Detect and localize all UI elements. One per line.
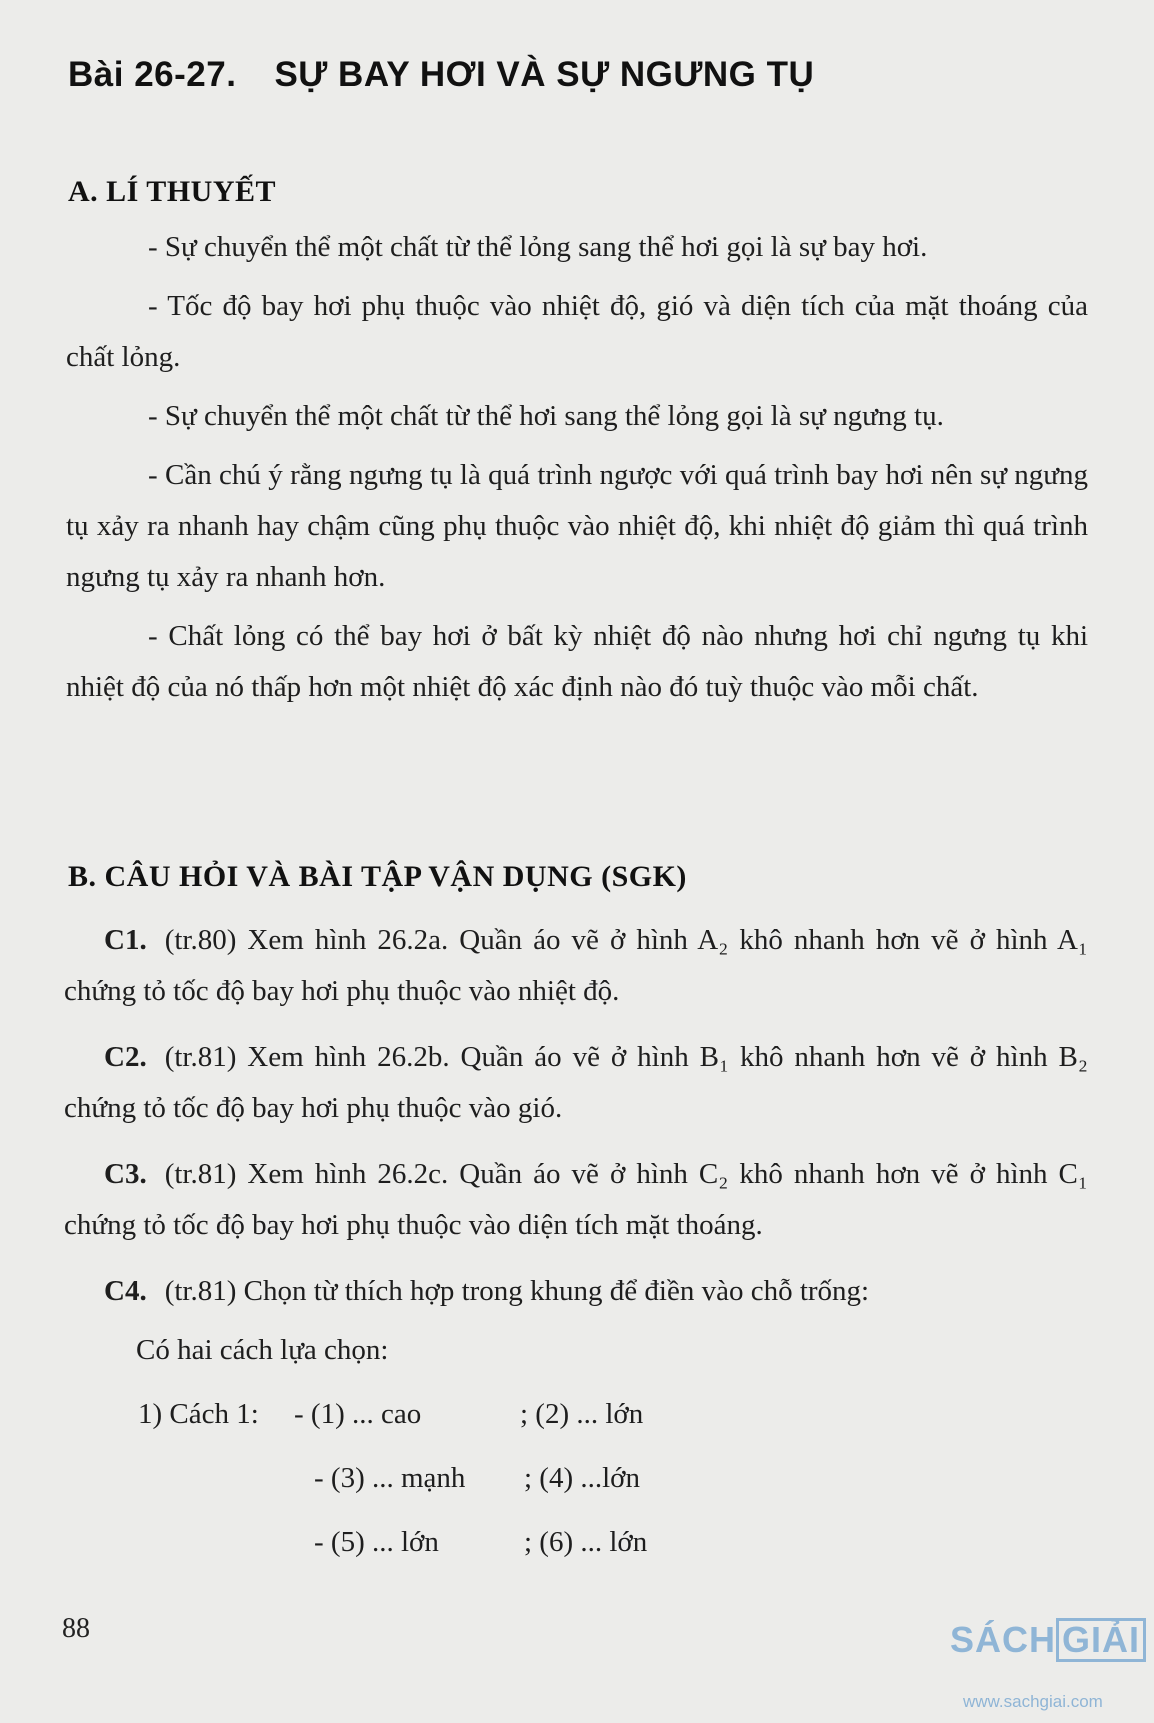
question-label: C3. [104,1158,147,1190]
lesson-title [68,55,814,95]
question-text: (tr.81) Xem hình 26.2c. Quần áo vẽ ở hình C₂ khô nhanh hơn vẽ ở hình C₁ chứng tỏ tốc độ bay hơi phụ thuộc vào diện tích mặt thoáng. [64,1158,1088,1241]
method-1-answer: ; (6) ... lớn [524,1526,648,1558]
theory-paragraph: - Tốc độ bay hơi phụ thuộc vào nhiệt độ, gió và diện tích của mặt thoáng của chất lỏng. [66,290,1088,373]
section-b-heading: B. CÂU HỎI VÀ BÀI TẬP VẬN DỤNG (SGK) [68,860,687,893]
theory-text [66,222,1088,713]
question-text: (tr.80) Xem hình 26.2a. Quần áo vẽ ở hình A₂ khô nhanh hơn vẽ ở hình A₁ chứng tỏ tốc độ bay hơi phụ thuộc vào nhiệt độ. [64,924,1088,1007]
question-c3 [64,1149,1088,1251]
section-a-heading: A. LÍ THUYẾT [68,175,277,208]
method-1-answer: ; (4) ...lớn [524,1462,641,1494]
question-label: C1. [104,924,147,956]
question-label: C4. [104,1275,147,1307]
question-text: (tr.81) Chọn từ thích hợp trong khung để điền vào chỗ trống: [164,1275,870,1307]
theory-paragraph: - Chất lỏng có thể bay hơi ở bất kỳ nhiệt độ nào nhưng hơi chỉ ngưng tụ khi nhiệt độ của nó thấp hơn một nhiệt độ xác định nào đó tuỳ thuộc vào mỗi chất. [66,620,1088,703]
theory-paragraph: - Sự chuyển thể một chất từ thể lỏng sang thể hơi gọi là sự bay hơi. [148,231,928,263]
watermark-brand-box: GIẢI [1056,1618,1146,1662]
theory-paragraph: - Cần chú ý rằng ngưng tụ là quá trình ngược với quá trình bay hơi nên sự ngưng tụ xảy ra nhanh hay chậm cũng phụ thuộc vào nhiệt độ, khi nhiệt độ giảm thì quá trình ngưng tụ xảy ra nhanh hơn. [66,459,1088,593]
lesson-number: Bài 26-27. [68,55,237,94]
method-1-label: 1) Cách 1: [138,1398,259,1430]
page-number: 88 [62,1613,90,1644]
question-text: (tr.81) Xem hình 26.2b. Quần áo vẽ ở hình B₁ khô nhanh hơn vẽ ở hình B₂ chứng tỏ tốc độ bay hơi phụ thuộc vào gió. [64,1041,1088,1124]
watermark-logo [950,1618,1146,1662]
watermark-brand: SÁCH [950,1619,1057,1660]
choices-intro: Có hai cách lựa chọn: [136,1334,389,1366]
method-1-answer: - (1) ... cao [294,1398,422,1430]
watermark-url: www.sachgiai.com [963,1692,1103,1711]
method-1-answer: ; (2) ... lớn [520,1398,644,1430]
question-c4 [64,1266,1088,1317]
theory-paragraph: - Sự chuyển thể một chất từ thể hơi sang thể lỏng gọi là sự ngưng tụ. [148,400,944,432]
method-1-answer: - (5) ... lớn [314,1526,439,1558]
question-label: C2. [104,1041,147,1073]
question-c1 [64,915,1088,1017]
method-1-answer: - (3) ... mạnh [314,1462,466,1494]
question-c2 [64,1032,1088,1134]
lesson-topic: SỰ BAY HƠI VÀ SỰ NGƯNG TỤ [274,55,815,94]
